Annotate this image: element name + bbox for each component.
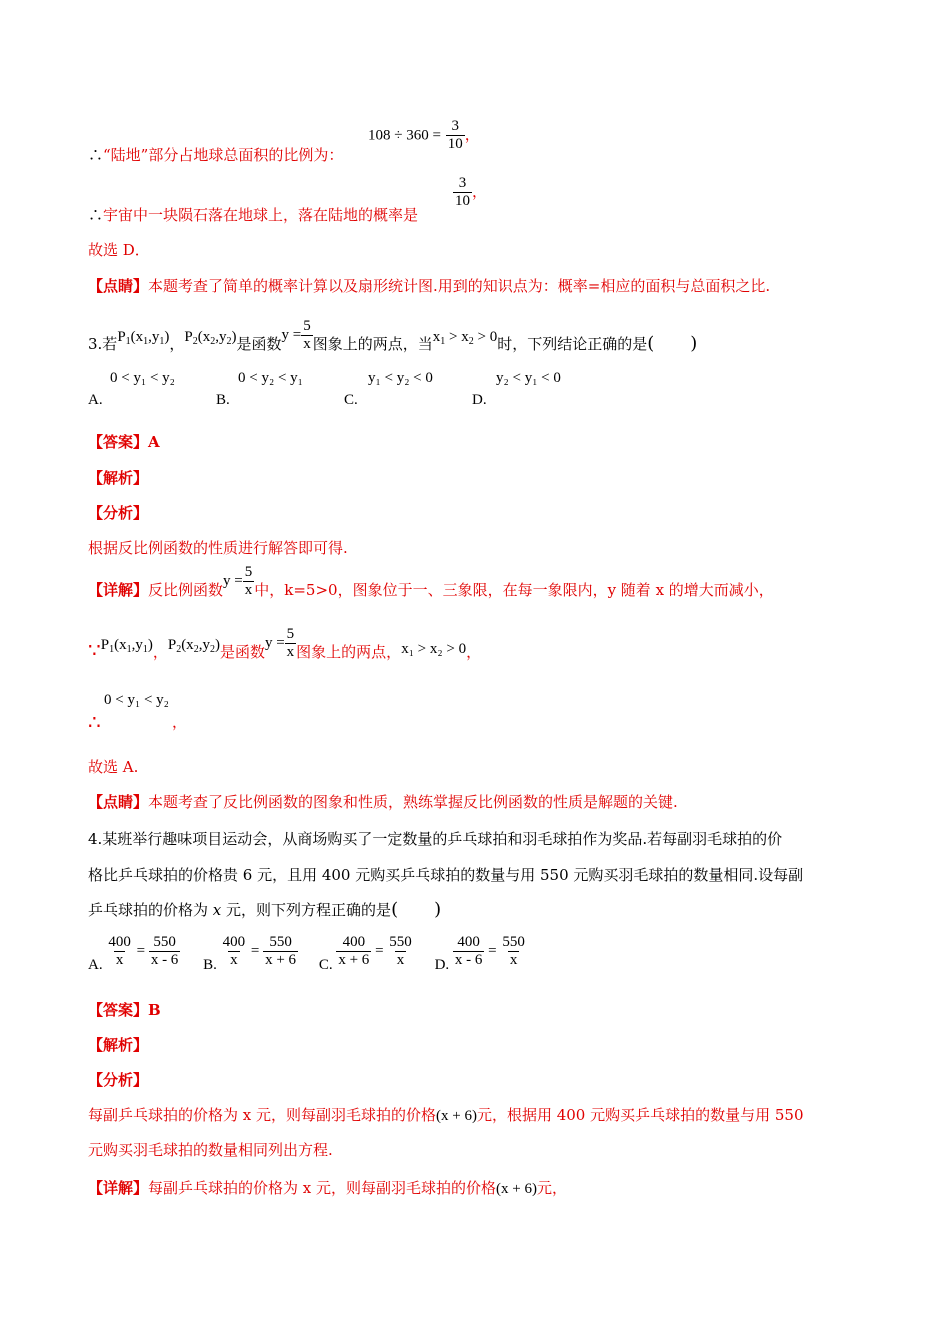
q4-option-b: B. $\frac{400}{x}$ = $\frac{550}{x + 6}$	[203, 934, 297, 973]
q4-fenxi-line2: 元购买羽毛球拍的数量相同列出方程.	[88, 1141, 333, 1159]
q3-condition: $x_1 > x_2 > 0$	[432, 329, 498, 347]
calc1-formula: 108 ÷ 360 = $\frac{3}{10}$ ，	[368, 118, 480, 152]
q3-xiangjie: 【详解】反比例函数y = $\frac{5}{x}$ 中，k=5>0，图象位于一、三象限，在每一象限内，y 随着 x 的增大而减小，	[88, 564, 774, 599]
q2-choose: 故选 D．	[88, 241, 150, 259]
q4-line1: 4.某班举行趣味项目运动会，从商场购买了一定数量的乒乓球拍和羽毛球拍作为奖品.若每副羽毛球拍的价	[88, 830, 783, 848]
calc2-fraction: $\frac{3}{10}$	[455, 175, 470, 209]
q4-line2: 格比乒乓球拍的价格贵 6 元，且用 400 元购买乒乓球拍的数量与用 550 元购买羽毛球拍的数量相同.设每副	[88, 866, 804, 884]
q2-dianjing: 【点睛】本题考查了简单的概率计算以及扇形统计图.用到的知识点为：概率=相应的面积与总面积之比.	[88, 277, 771, 295]
calc1-fraction: $\frac{3}{10}$	[447, 118, 463, 152]
q3-question: 3.若$P_1(x_1,y_1)$，$P_2(x_2,y_2)$是函数y = $\frac{5}{x}$ 图象上的两点，当$x_1 > x_2 > 0$时，下列结论正确的是( )	[88, 318, 698, 354]
q3-answer: 【答案】A	[88, 433, 160, 451]
line-land-ratio: ∴“陆地”部分占地球总面积的比例为：	[88, 146, 344, 164]
q3-function: y = $\frac{5}{x}$	[281, 318, 311, 353]
q4-option-d: D. $\frac{400}{x - 6}$ = $\frac{550}{x}$	[434, 934, 525, 973]
q4-options	[88, 934, 527, 975]
q3-therefore: ∴	[88, 710, 101, 734]
q4-xiangjie: 【详解】每副乒乓球拍的价格为 x 元，则每副羽毛球拍的价格(x + 6)元，	[88, 1179, 567, 1197]
line-meteor-probability: ∴宇宙中一块陨石落在地球上，落在陆地的概率是	[88, 206, 419, 224]
calc2-formula: $\frac{3}{10}$ ，	[455, 175, 488, 209]
q3-option-b-label: B.	[216, 392, 230, 408]
q4-option-a: A. $\frac{400}{x}$ = $\frac{550}{x - 6}$	[88, 934, 179, 973]
q3-dianjing: 【点睛】本题考查了反比例函数的图象和性质，熟练掌握反比例函数的性质是解题的关键.	[88, 793, 678, 811]
q3-option-d-label: D.	[472, 392, 487, 408]
q3-option-b-expr: 0 < y₂ < y₁	[238, 370, 303, 386]
q3-point-p2: $P_2(x_2,y_2)$	[184, 329, 237, 347]
q3-choose: 故选 A.	[88, 758, 139, 776]
q3-option-c-expr: y₁ < y₂ < 0	[368, 370, 433, 386]
q3-because-line: $\because P_1(x_1,y_1)$，$P_2(x_2,y_2)$是函数y = $\frac{5}{x}$ 图象上的两点，x₁ > x₂ > 0，	[88, 626, 482, 662]
q3-option-d-expr: y₂ < y₁ < 0	[496, 370, 561, 386]
q4-option-c: C. $\frac{400}{x + 6}$ = $\frac{550}{x}$	[318, 934, 412, 973]
q3-point-p1: $P_1(x_1,y_1)$	[117, 329, 170, 347]
q3-option-a-expr: 0 < y₁ < y₂	[110, 370, 175, 386]
q3-xiangjie-function: y = $\frac{5}{x}$	[223, 564, 253, 599]
q3-fenxi-text: 根据反比例函数的性质进行解答即可得.	[88, 539, 348, 557]
q4-fenxi-line1: 每副乒乓球拍的价格为 x 元，则每副羽毛球拍的价格(x + 6)元，根据用 400 元购买乒乓球拍的数量与用 550	[88, 1106, 804, 1124]
q3-option-a-label: A.	[88, 392, 103, 408]
q3-option-c-label: C.	[344, 392, 358, 408]
q4-answer: 【答案】B	[88, 1001, 161, 1019]
q4-jiexi-label: 【解析】	[88, 1036, 149, 1054]
q3-therefore-expr: 0 < y₁ < y₂	[104, 692, 169, 708]
q4-line3: 乒乓球拍的价格为 x 元，则下列方程正确的是( )	[88, 899, 442, 920]
q3-fenxi-label: 【分析】	[88, 504, 149, 522]
q3-jiexi-label: 【解析】	[88, 469, 149, 487]
q3-therefore-comma: ，	[172, 713, 188, 731]
q4-fenxi-label: 【分析】	[88, 1071, 149, 1089]
